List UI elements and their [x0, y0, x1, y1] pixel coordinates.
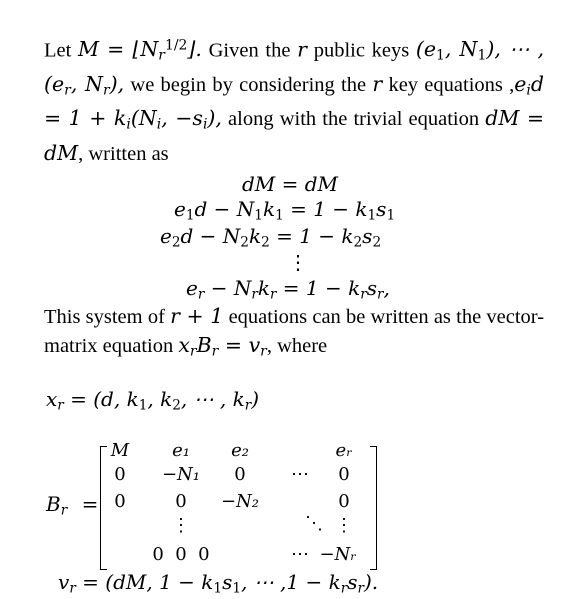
phrase-where: , where	[266, 335, 328, 357]
system-line-r: er − Nrkr = 1 − krsr,	[186, 276, 390, 303]
phrase-equations: equations can be written as the vector-matrix equation	[44, 306, 545, 357]
matrix-cell: ⋱	[305, 513, 323, 534]
trivial-equation: dM = dM	[44, 106, 545, 165]
r-symbol: r	[297, 37, 307, 62]
matrix-cell: −N₁	[161, 464, 201, 485]
system-vdots: ⋮	[288, 250, 308, 274]
matrix-cell: M	[110, 440, 130, 461]
system-line-3: $e_2d - N_2k_2 = 1 - k_2s_2$	[160, 224, 382, 251]
vr-definition: vr = (dM, $1 - k_1s_1$, ⋯ ,1 − krsr).	[58, 570, 379, 597]
vector-matrix-equation: xrBr = vr	[178, 333, 267, 360]
phrase-along-with: along with	[228, 108, 317, 131]
matrix-cell: 0	[234, 464, 246, 485]
matrix-cell: eᵣ	[335, 440, 353, 461]
matrix-cell: ⋮	[335, 515, 353, 536]
matrix-cell: ⋮	[172, 515, 190, 536]
matrix-cell: 0	[114, 464, 126, 485]
matrix-cell: 0	[338, 491, 350, 512]
matrix-cell: 0	[338, 464, 350, 485]
matrix-right-bracket	[370, 446, 377, 570]
key-equation: eid = 1 + ki(Ni, −si),	[44, 71, 544, 133]
r-plus-one: r + 1	[170, 304, 224, 328]
matrix-cell: ⋯	[291, 464, 309, 485]
system-line-2: $e_1d - N_1k_1 = 1 - k_1s_1$	[174, 197, 396, 224]
phrase-this-system: This system of	[44, 306, 165, 328]
intro-paragraph	[44, 32, 544, 168]
matrix-cell: e₂	[231, 440, 249, 461]
phrase-key-equations: key equations ,	[388, 73, 515, 96]
matrix-cell: −Nᵣ	[319, 544, 357, 565]
matrix-cell: 0 0 0	[152, 544, 210, 565]
public-keys-tuple: ($e_1$, $N_1$), ⋯ , (er, Nr),	[44, 37, 545, 99]
phrase-we-begin: we begin by considering the	[130, 73, 367, 96]
phrase-written-as: , written as	[78, 142, 169, 165]
matrix-cell: e₁	[172, 440, 190, 461]
matrix-cell: 0	[175, 491, 187, 512]
matrix-cell: 0	[114, 491, 126, 512]
xr-definition: xr = (d, $k_1$, $k_2$, ⋯ , kr)	[46, 387, 260, 414]
r-symbol-2: r	[372, 71, 383, 96]
matrix-cell: ⋯	[291, 544, 309, 565]
system-line-1: dM = dM	[242, 172, 339, 196]
m-definition: $M = ⌊Nr^{1/2}⌋$.	[78, 37, 202, 64]
phrase-trivial-equation: the trivial equation	[322, 108, 480, 131]
matrix-label: Br =	[46, 492, 99, 519]
word-public-keys: public keys	[313, 39, 410, 62]
word-given: Given the	[208, 39, 291, 62]
vector-matrix-paragraph	[44, 302, 544, 365]
matrix-cell: −N₂	[220, 491, 260, 512]
word-let: Let	[44, 39, 72, 62]
